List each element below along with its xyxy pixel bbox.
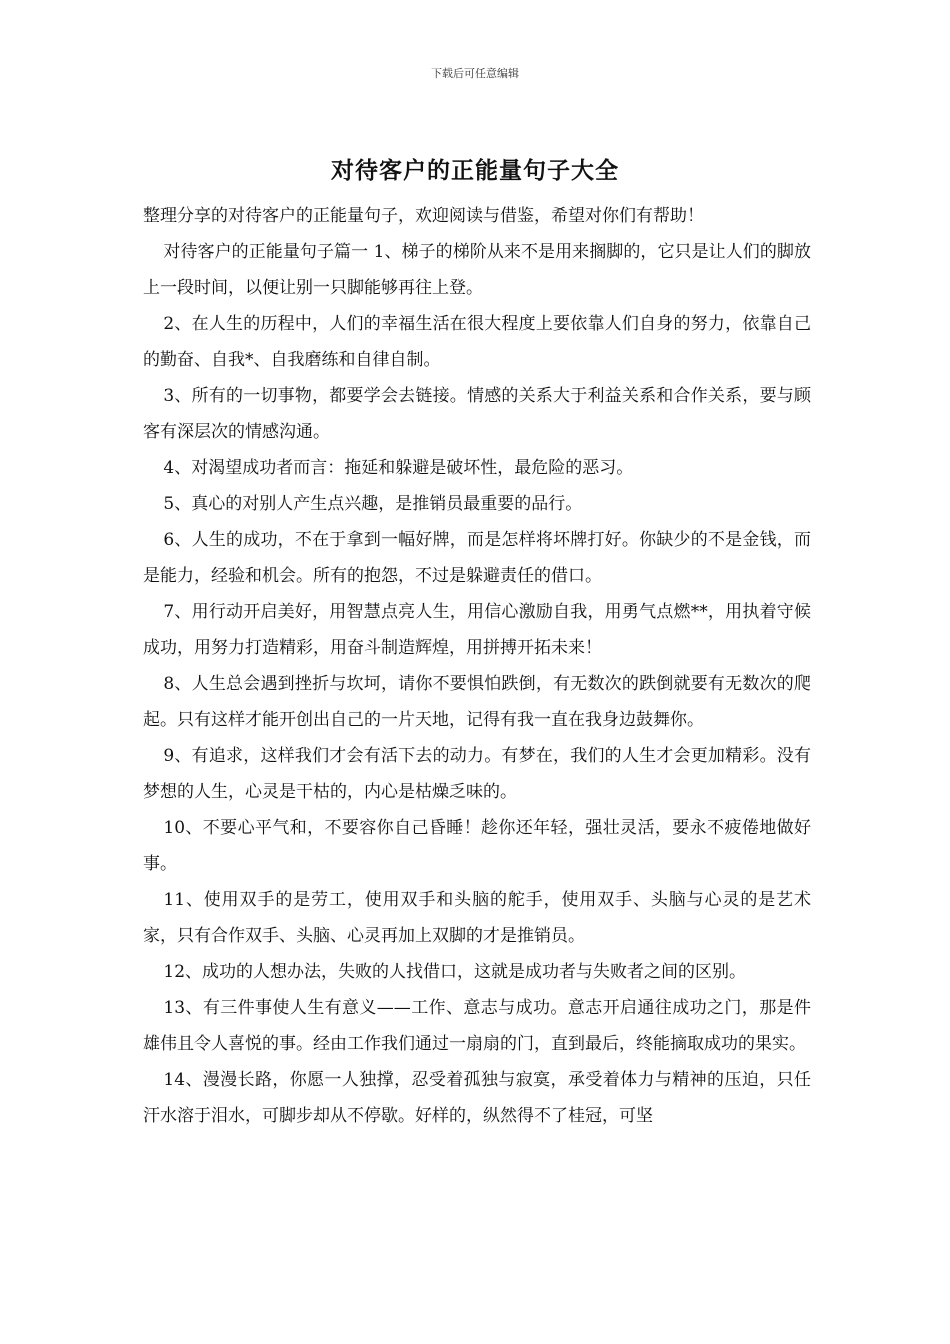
paragraph: 6、人生的成功，不在于拿到一幅好牌，而是怎样将坏牌打好。你缺少的不是金钱，而是能力，经验和机会。所有的抱怨，不过是躲避责任的借口。 — [143, 530, 811, 586]
paragraph: 9、有追求，这样我们才会有活下去的动力。有梦在，我们的人生才会更加精彩。没有梦想的人生，心灵是干枯的，内心是枯燥乏味的。 — [143, 746, 811, 802]
document-title: 对待客户的正能量句子大全 — [331, 157, 619, 184]
paragraph: 2、在人生的历程中，人们的幸福生活在很大程度上要依靠人们自身的努力，依靠自己的勤奋、自我*、自我磨练和自律自制。 — [143, 314, 811, 370]
paragraph: 12、成功的人想办法，失败的人找借口，这就是成功者与失败者之间的区别。 — [163, 962, 747, 982]
intro-paragraph: 整理分享的对待客户的正能量句子，欢迎阅读与借鉴，希望对你们有帮助！ — [143, 206, 704, 226]
paragraph: 5、真心的对别人产生点兴趣，是推销员最重要的品行。 — [163, 494, 583, 514]
paragraph: 10、不要心平气和，不要容你自己昏睡！趁你还年轻，强壮灵活，要永不疲倦地做好事。 — [143, 818, 811, 874]
paragraph: 对待客户的正能量句子篇一 1、梯子的梯阶从来不是用来搁脚的，它只是让人们的脚放上一段时间，以便让别一只脚能够再往上登。 — [143, 242, 811, 298]
paragraph: 11、使用双手的是劳工，使用双手和头脑的舵手，使用双手、头脑与心灵的是艺术家，只有合作双手、头脑、心灵再加上双脚的才是推销员。 — [143, 890, 811, 946]
paragraph: 13、有三件事使人生有意义——工作、意志与成功。意志开启通往成功之门，那是件雄伟且令人喜悦的事。经由工作我们通过一扇扇的门，直到最后，终能摘取成功的果实。 — [143, 998, 811, 1054]
document-body — [143, 198, 811, 1134]
paragraph: 8、人生总会遇到挫折与坎坷，请你不要惧怕跌倒，有无数次的跌倒就要有无数次的爬起。只有这样才能开创出自己的一片天地，记得有我一直在我身边鼓舞你。 — [143, 674, 811, 730]
paragraph: 14、漫漫长路，你愿一人独撑，忍受着孤独与寂寞，承受着体力与精神的压迫，只任汗水溶于泪水，可脚步却从不停歇。好样的，纵然得不了桂冠，可坚 — [143, 1070, 811, 1126]
paragraph: 4、对渴望成功者而言：拖延和躲避是破坏性，最危险的恶习。 — [163, 458, 634, 478]
page-header-note: 下载后可任意编辑 — [431, 67, 519, 80]
paragraph: 7、用行动开启美好，用智慧点亮人生，用信心激励自我，用勇气点燃**，用执着守候成功，用努力打造精彩，用奋斗制造辉煌，用拼搏开拓未来！ — [143, 602, 811, 658]
paragraph: 3、所有的一切事物，都要学会去链接。情感的关系大于利益关系和合作关系，要与顾客有深层次的情感沟通。 — [143, 386, 811, 442]
